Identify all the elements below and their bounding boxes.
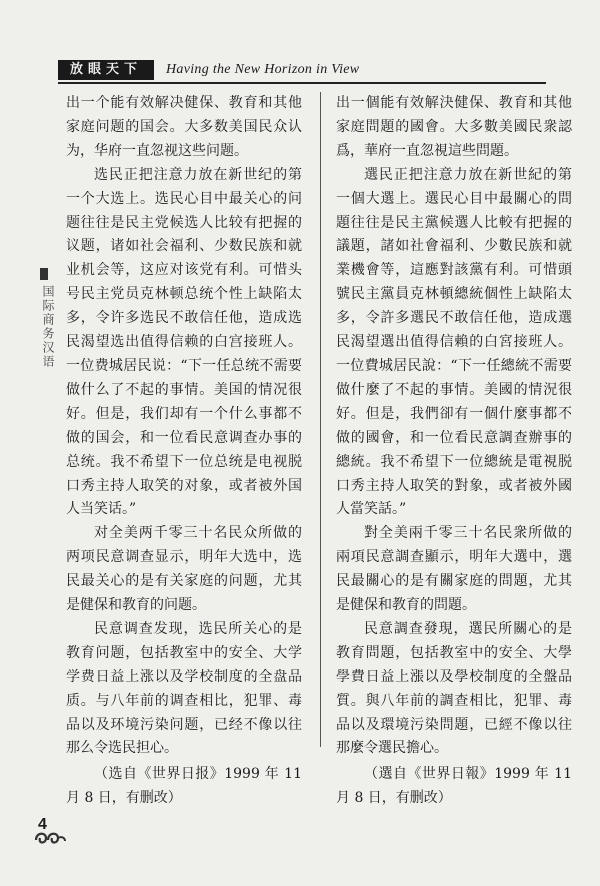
paragraph: 选民正把注意力放在新世纪的第一个大选上。选民心目中最关心的问题往往是民主党候选人比较有把握的议题，诸如社会福利、少数民族和就业机会等，这应对该党有利。可惜头号民主党员克林顿总统个性上缺陷太多，令许多选民不敢信任他，造成选民渴望选出值得信赖的白宫接班人。一位费城居民说：“下一任总统不需要做什么了不起的事情。美国的情况很好。但是，我们却有一个什么事都不做的国会，和一位看民意调查办事的总统。我不希望下一位总统是电视脱口秀主持人取笑的对象，或者被外国人当笑话。” <box>66 166 302 518</box>
paragraph: 出一個能有效解決健保、教育和其他家庭問題的國會。大多數美國民衆認爲，華府一直忽視這些問題。 <box>336 95 572 159</box>
section-title-en: Having the New Horizon in View <box>166 62 360 77</box>
paragraph: 出一个能有效解决健保、教育和其他家庭问题的国会。大多数美国民众认为，华府一直忽视这些问题。 <box>66 95 302 159</box>
source-citation: （選自《世界日報》1999 年 11 月 8 日，有删改） <box>336 766 572 807</box>
page-number: 4 <box>38 816 47 833</box>
paragraph: 對全美兩千零三十名民衆所做的兩項民意調查顯示，明年大選中，選民最關心的是有關家庭的問題，尤其是健保和教育的問題。 <box>336 525 572 614</box>
traditional-column <box>336 92 572 811</box>
source-citation: （选自《世界日报》1999 年 11 月 8 日，有删改） <box>66 766 302 807</box>
side-book-title: 国际商务汉语 <box>41 285 55 369</box>
side-marker <box>40 268 48 280</box>
simplified-column <box>66 92 302 811</box>
running-header <box>58 60 546 84</box>
section-title-cn: 放眼天下 <box>58 60 154 80</box>
paragraph: 民意調查發現，選民所關心的是教育問題，包括教室中的安全、大學學費日益上漲以及學校制度的全盤品質。與八年前的調查相比，犯罪、毒品以及環境污染問題，已經不像以往那麼令選民擔心。 <box>336 620 572 757</box>
paragraph: 对全美两千零三十名民众所做的两项民意调查显示，明年大选中，选民最关心的是有关家庭的问题，尤其是健保和教育的问题。 <box>66 525 302 614</box>
paragraph: 選民正把注意力放在新世紀的第一個大選上。選民心目中最關心的問題往往是民主黨候選人比較有把握的議題，諸如社會福利、少數民族和就業機會等，這應對該黨有利。可惜頭號民主黨員克林頓總統個性上缺陷太多，令許多選民不敢信任他，造成選民渴望選出值得信賴的白宮接班人。一位費城居民說：“下一任總統不需要做什麼了不起的事情。美國的情況很好。但是，我們卻有一個什麼事都不做的國會，和一位看民意調查辦事的總統。我不希望下一位總統是電視脱口秀主持人取笑的對象，或者被外國人當笑話。” <box>336 166 572 518</box>
column-divider <box>320 92 321 747</box>
paragraph: 民意调查发现，选民所关心的是教育问题，包括教室中的安全、大学学费日益上涨以及学校制度的全盘品质。与八年前的调查相比，犯罪、毒品以及环境污染问题，已经不像以往那么令选民担心。 <box>66 620 302 757</box>
publisher-logo-icon <box>32 826 68 850</box>
